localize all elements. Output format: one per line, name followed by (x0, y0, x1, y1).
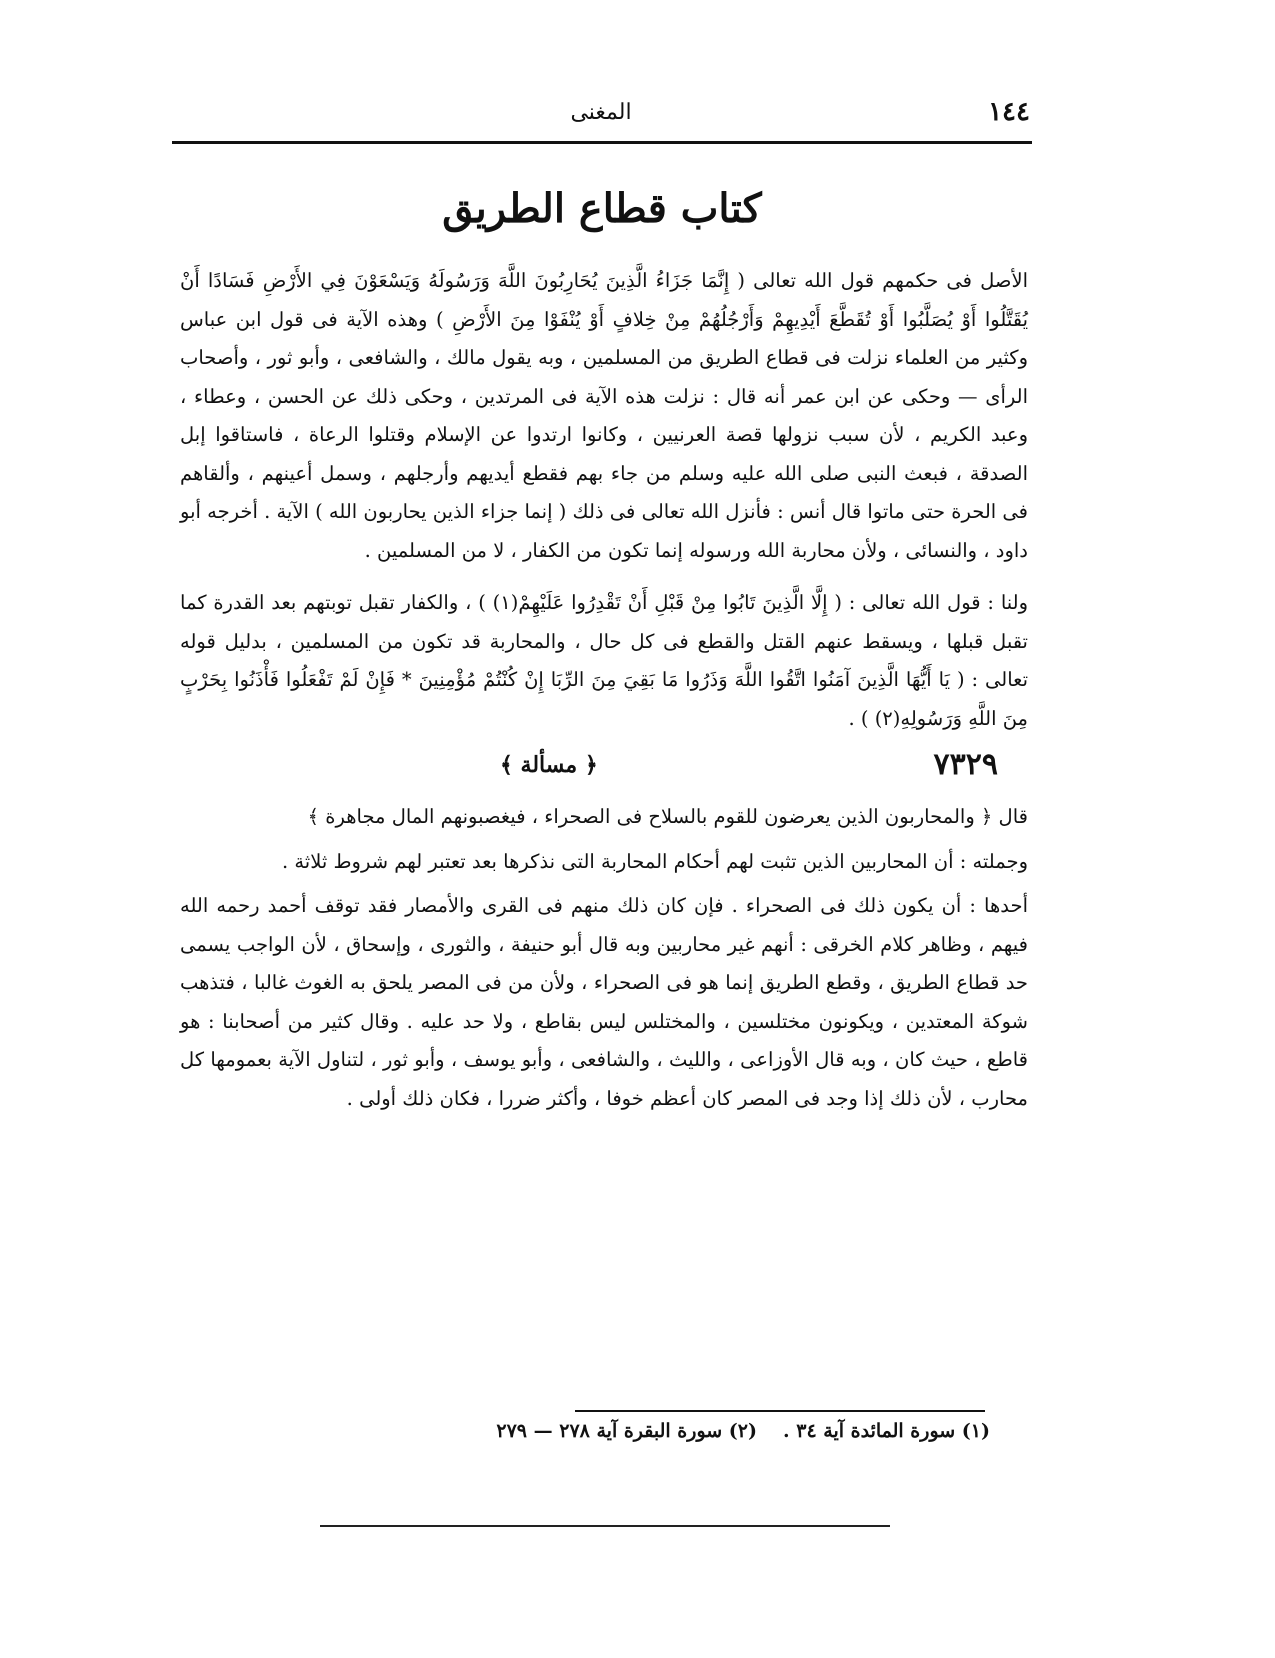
paragraph-argument: ولنا : قول الله تعالى : ( إِلَّا الَّذِينَ تَابُوا مِنْ قَبْلِ أَنْ تَقْدِرُوا عَلَيْهِمْ(١) ) ، والكفار تقبل توبتهم بعد القدرة كما تقبل قبلها ، ويسقط عنهم القتل والقطع فى كل حال ، والمحاربة قد تكون من المسلمين ، بدليل قوله تعالى : ( يَا أَيُّهَا الَّذِينَ آمَنُوا اتَّقُوا اللَّهَ وَذَرُوا مَا بَقِيَ مِنَ الرِّبَا إِنْ كُنْتُمْ مُؤْمِنِينَ * فَإِنْ لَمْ تَفْعَلُوا فَأْذَنُوا بِحَرْبٍ مِنَ اللَّهِ وَرَسُولِهِ(٢) ) . (180, 591, 1028, 730)
footnote-2: (٢) سورة البقرة آية ٢٧٨ — ٢٧٩ (496, 1420, 757, 1442)
page-number: ١٤٤ (988, 97, 1030, 127)
paragraph-quote: قال ﴿ والمحاربون الذين يعرضون للقوم بالسلاح فى الصحراء ، فيغصبونهم المال مجاهرة ﴾ (307, 805, 1028, 828)
issue-heading (180, 742, 1028, 788)
footnote-1: (١) سورة المائدة آية ٣٤ . (783, 1420, 990, 1442)
paragraph-first-condition: أحدها : أن يكون ذلك فى الصحراء . فإن كان ذلك منهم فى القرى والأمصار فقد توقف أحمد رحمه الله فيهم ، وظاهر كلام الخرقى : أنهم غير محاربين وبه قال أبو حنيفة ، والثورى ، وإسحاق ، لأن الواجب يسمى حد قطاع الطريق ، وقطع الطريق إنما هو فى الصحراء ، ولأن من فى المصر يلحق به الغوث غالبا ، فتذهب شوكة المعتدين ، ويكونون مختلسين ، والمختلس ليس بقاطع ، ولا حد عليه . وقال كثير من أصحابنا : هو قاطع ، حيث كان ، وبه قال الأوزاعى ، والليث ، والشافعى ، وأبو يوسف ، وأبو ثور ، لتناول الآية بعمومها كل محارب ، لأن ذلك إذا وجد فى المصر كان أعظم خوفا ، وأكثر ضررا ، فكان ذلك أولى . (180, 894, 1028, 1110)
paragraph-origin: الأصل فى حكمهم قول الله تعالى ( إِنَّمَا جَزَاءُ الَّذِينَ يُحَارِبُونَ اللَّهَ وَرَسُولَهُ وَيَسْعَوْنَ فِي الأَرْضِ فَسَادًا أَنْ يُقَتَّلُوا أَوْ يُصَلَّبُوا أَوْ تُقَطَّعَ أَيْدِيهِمْ وَأَرْجُلُهُمْ مِنْ خِلافٍ أَوْ يُنْفَوْا مِنَ الأَرْضِ ) وهذه الآية فى قول ابن عباس وكثير من العلماء نزلت فى قطاع الطريق من المسلمين ، وبه يقول مالك ، والشافعى ، وأبو ثور ، وأصحاب الرأى — وحكى عن ابن عمر أنه قال : نزلت هذه الآية فى المرتدين ، وحكى ذلك عن الحسن ، وعطاء ، وعبد الكريم ، لأن سبب نزولها قصة العرنيين ، وكانوا ارتدوا عن الإسلام وقتلوا الرعاة ، فاستاقوا إبل الصدقة ، فبعث النبى صلى الله عليه وسلم من جاء بهم فقطع أيديهم وأرجلهم ، وسمل أعينهم ، وألقاهم فى الحرة حتى ماتوا قال أنس : فأنزل الله تعالى فى ذلك ( إنما جزاء الذين يحاربون الله ) الآية . أخرجه أبو داود ، والنسائى ، ولأن محاربة الله ورسوله إنما تكون من الكفار ، لا من المسلمين . (180, 269, 1028, 562)
chapter-title: كتاب قطاع الطريق (442, 185, 762, 232)
bottom-rule (320, 1525, 890, 1527)
header-rule (172, 141, 1032, 144)
footnotes (430, 1420, 990, 1456)
issue-number: ٧٣٢٩ (933, 746, 998, 782)
page-header (172, 88, 1030, 136)
footnote-rule (575, 1410, 985, 1412)
running-head: المغنى (570, 99, 632, 125)
issue-label: ﴿ مسألة ﴾ (500, 751, 598, 778)
paragraph-summary: وجملته : أن المحاربين الذين تثبت لهم أحكام المحاربة التى نذكرها بعد تعتبر لهم شروط ثلاثة . (281, 849, 1028, 873)
main-text (180, 262, 1028, 1118)
